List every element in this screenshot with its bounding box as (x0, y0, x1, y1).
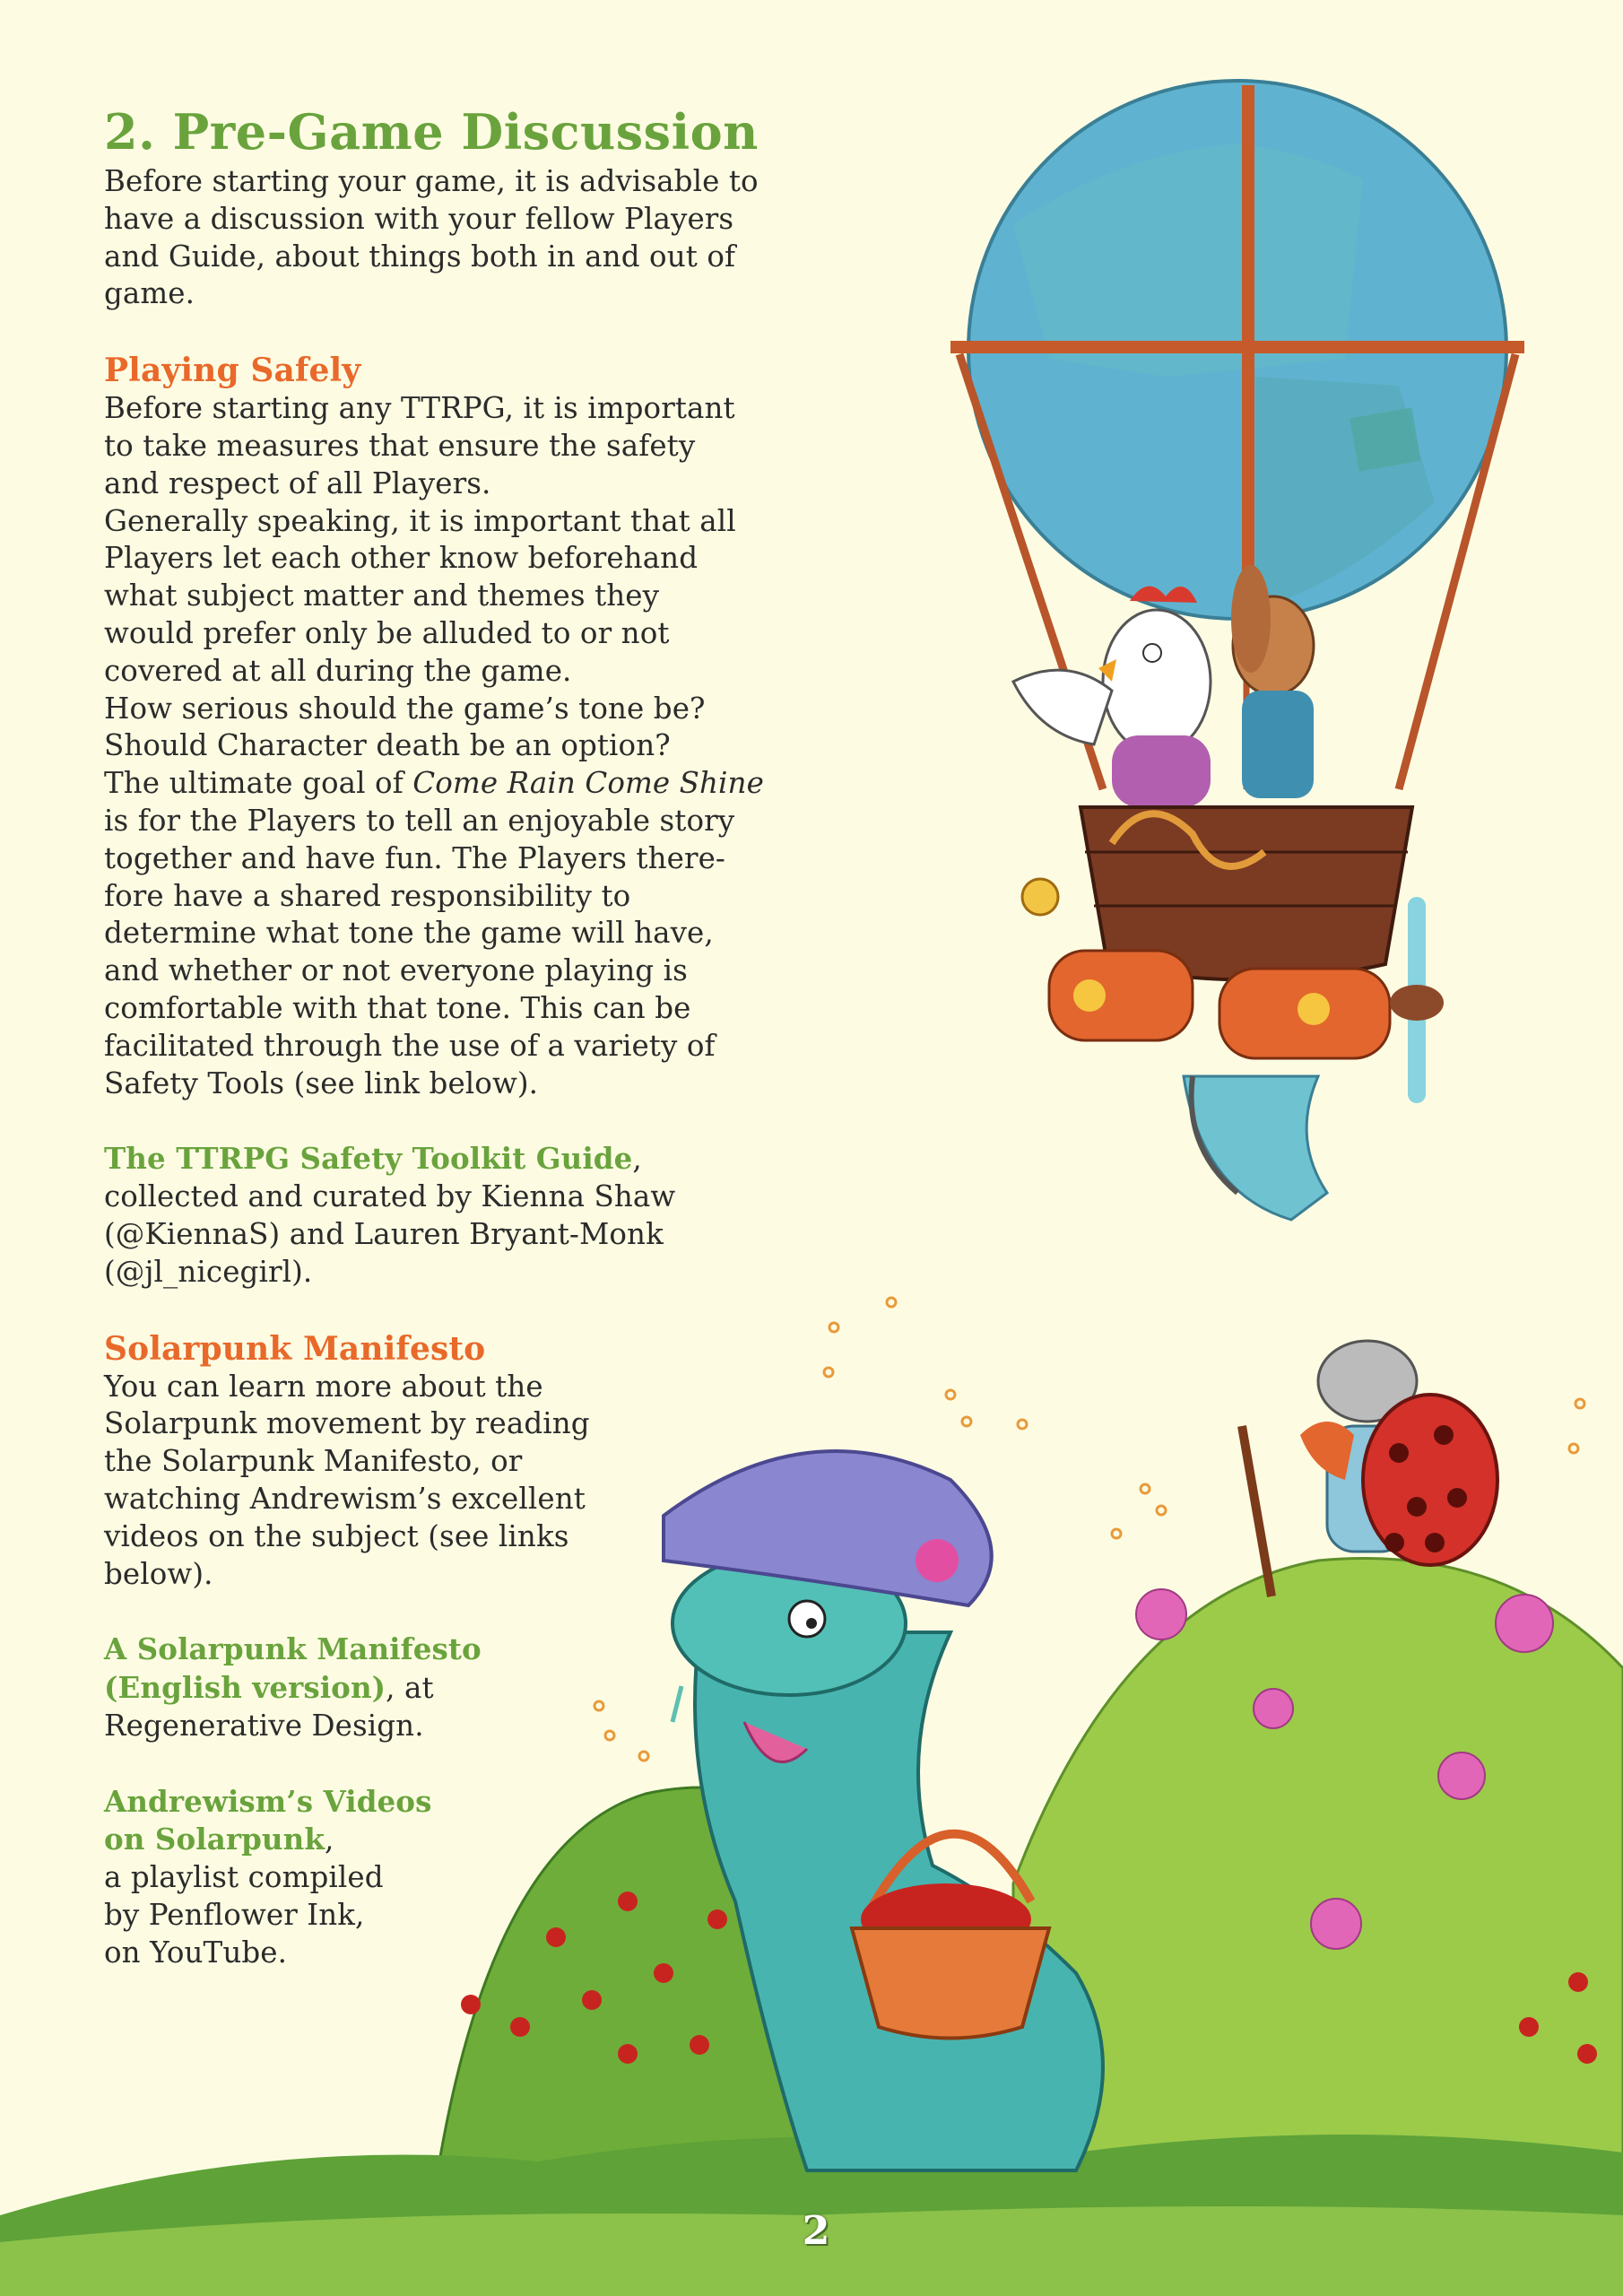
intro-line: have a discussion with your fellow Players (104, 201, 734, 236)
solarpunk-line: below). (104, 1556, 213, 1591)
videos-line: a playlist compiled (104, 1860, 384, 1895)
page-number: 2 (802, 2208, 830, 2254)
videos-line: by Penflower Ink, (104, 1898, 365, 1933)
goal-line: Safety Tools (see link below). (104, 1065, 539, 1100)
playing-safely-line: Before starting any TTRPG, it is important (104, 391, 735, 426)
goal-line (104, 765, 794, 803)
manifesto-link-english[interactable]: (English version) (104, 1670, 386, 1706)
intro-line: and Guide, about things both in and out of (104, 239, 736, 274)
playing-safely-line: How serious should the game’s tone be? (104, 691, 706, 726)
game-name: Come Rain Come Shine (412, 766, 764, 801)
videos-link-topic[interactable]: on Solarpunk (104, 1822, 325, 1857)
page-title: 2. Pre-Game Discussion (104, 103, 759, 161)
manifesto-source: Regenerative Design. (104, 1708, 424, 1743)
manifesto-link[interactable]: A Solarpunk Manifesto (104, 1631, 482, 1667)
playing-safely-line: what subject matter and themes they (104, 578, 660, 613)
playing-safely-line: Generally speaking, it is important that all (104, 503, 736, 538)
safety-toolkit-line: The TTRPG Safety Toolkit Guide, (104, 1141, 642, 1177)
intro-line: game. (104, 276, 195, 311)
playing-safely-heading: Playing Safely (104, 352, 361, 390)
goal-line: together and have fun. The Players there- (104, 840, 726, 875)
goal-prefix: The ultimate goal of (104, 766, 413, 801)
safety-toolkit-line: collected and curated by Kienna Shaw (104, 1179, 676, 1214)
videos-link[interactable]: Andrewism’s Videos (104, 1783, 432, 1819)
playing-safely-line: Players let each other know beforehand (104, 541, 699, 576)
solarpunk-line: You can learn more about the (104, 1369, 543, 1404)
safety-toolkit-link[interactable]: The TTRPG Safety Toolkit Guide (104, 1141, 633, 1177)
manifesto-link-line: (English version), at (104, 1670, 434, 1706)
solarpunk-heading: Solarpunk Manifesto (104, 1329, 486, 1368)
videos-link-line (104, 1783, 794, 1822)
solarpunk-line: Solarpunk movement by reading (104, 1406, 590, 1441)
solarpunk-line: watching Andrewism’s excellent (104, 1481, 586, 1516)
manifesto-link-line (104, 1631, 794, 1669)
playing-safely-line: covered at all during the game. (104, 653, 572, 688)
solarpunk-line: videos on the subject (see links (104, 1518, 569, 1553)
solarpunk-line: the Solarpunk Manifesto, or (104, 1444, 523, 1479)
goal-line: facilitated through the use of a variety of (104, 1028, 716, 1063)
hot-air-balloon-illustration (950, 81, 1524, 1220)
goal-line: fore have a shared responsibility to (104, 878, 631, 913)
goal-line: comfortable with that tone. This can be (104, 990, 691, 1025)
safety-toolkit-line: (@KiennaS) and Lauren Bryant-Monk (104, 1216, 664, 1251)
goal-line: is for the Players to tell an enjoyable story (104, 803, 735, 838)
videos-line: on YouTube. (104, 1935, 288, 1970)
balloon-basket (1022, 807, 1444, 1220)
goal-line: and whether or not everyone playing is (104, 953, 688, 988)
playing-safely-line: Should Character death be an option? (104, 728, 671, 763)
playing-safely-line: and respect of all Players. (104, 465, 491, 500)
intro-line: Before starting your game, it is advisable to (104, 164, 759, 198)
playing-safely-line: to take measures that ensure the safety (104, 428, 696, 463)
videos-link-line: on Solarpunk, (104, 1822, 334, 1857)
page-text-column (104, 100, 794, 1972)
safety-toolkit-line: (@jl_nicegirl). (104, 1254, 313, 1289)
playing-safely-line: would prefer only be alluded to or not (104, 615, 670, 650)
goal-line: determine what tone the game will have, (104, 916, 714, 951)
